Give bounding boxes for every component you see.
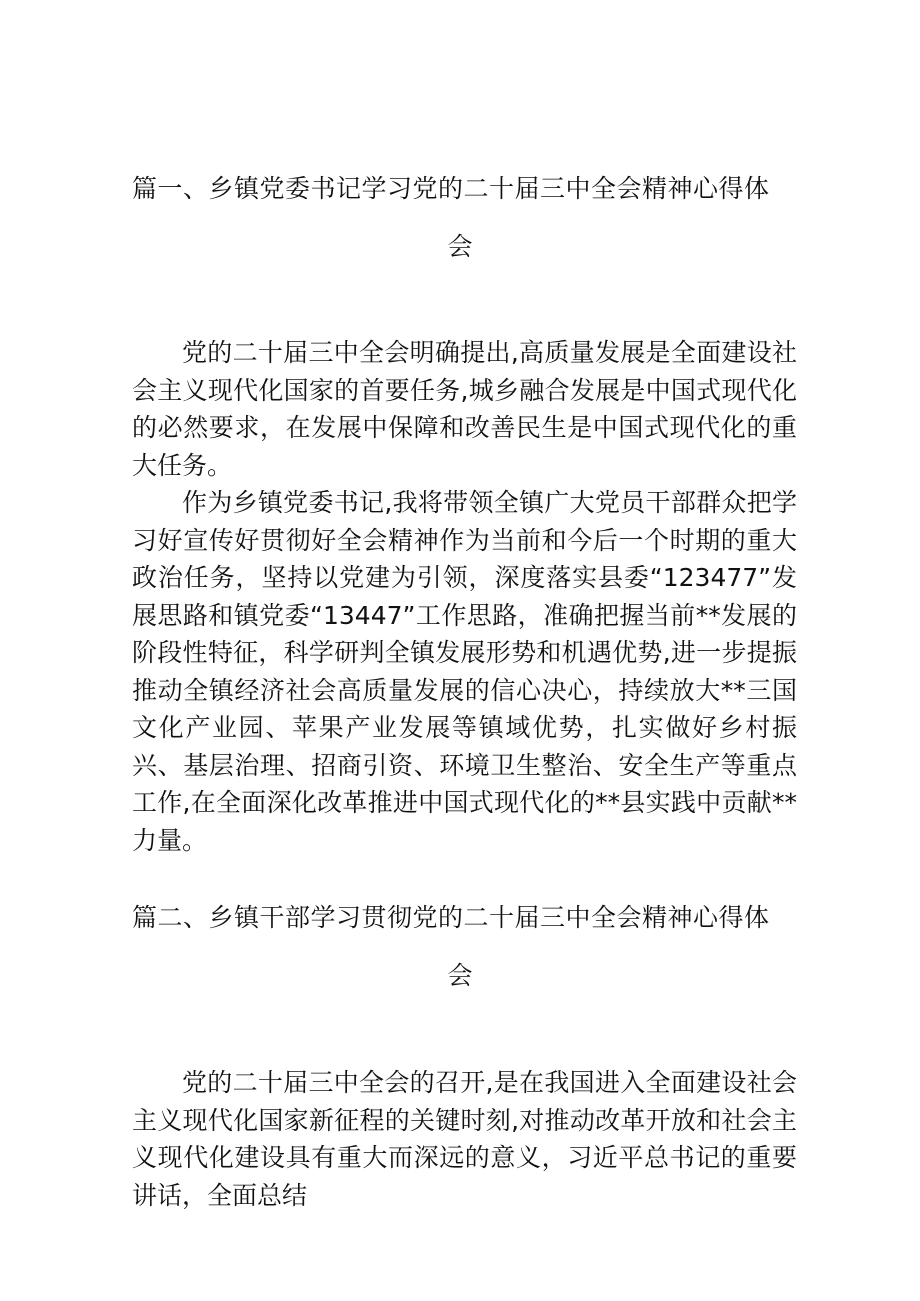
section2-paragraph-1: 党的二十届三中全会的召开,是在我国进入全面建设社会主义现代化国家新征程的关键时刻,对推动改革开放和社会主义现代化建设具有重大而深远的意义，习近平总书记的重要讲话，全面总结 — [132, 1068, 797, 1210]
section1-paragraph-2: 作为乡镇党委书记,我将带领全镇广大党员干部群众把学习好宣传好贯彻好全会精神作为当前和今后一个时期的重大政治任务，坚持以党建为引领，深度落实县委“123477”发展思路和镇党委“13447”工作思路，准确把握当前**发展的阶段性特征，科学研判全镇发展形势和机遇优势,进一步提振推动全镇经济社会高质量发展的信心决心，持续放大**三国文化产业园、苹果产业发展等镇域优势，扎实做好乡村振兴、基层治理、招商引资、环境卫生整治、安全生产等重点工作,在全面深化改革推进中国式现代化的**县实践中贡献**力量。 — [132, 488, 797, 855]
section1-title-line1: 篇一、乡镇党委书记学习党的二十届三中全会精神心得体 — [132, 174, 770, 203]
section1-paragraph-1: 党的二十届三中全会明确提出,高质量发展是全面建设社会主义现代化国家的首要任务,城乡融合发展是中国式现代化的必然要求，在发展中保障和改善民生是中国式现代化的重大任务。 — [132, 338, 797, 480]
section2-title-line1: 篇二、乡镇干部学习贯彻党的二十届三中全会精神心得体 — [132, 903, 770, 932]
section2-title-line2: 会 — [447, 961, 473, 990]
section1-title-line2: 会 — [447, 232, 473, 261]
